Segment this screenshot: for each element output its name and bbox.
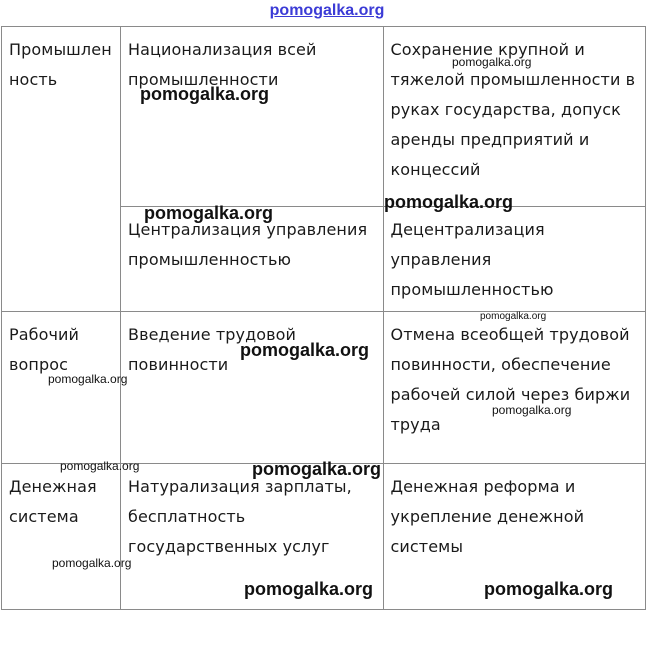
watermark: pomogalka.org [244,579,374,599]
table-cell: Национализация всей промышленности [121,27,384,207]
watermark: pomogalka.org [240,340,370,360]
watermark: pomogalka.org [480,311,547,322]
watermark: pomogalka.org [144,203,274,223]
watermark: pomogalka.org [140,84,270,104]
table-cell: Введение трудовой повинности [121,312,384,464]
watermark: pomogalka.org [48,372,128,386]
category-cell: Денежная система [2,464,121,610]
table-cell: Отмена всеобщей трудовой повинности, обеспечение рабочей силой через биржи труда [383,312,646,464]
watermark: pomogalka.org [252,459,382,479]
table-cell: Денежная реформа и укрепление денежной системы [383,464,646,610]
watermark: pomogalka.org [452,55,532,69]
category-cell: Рабочий вопрос [2,312,121,464]
table-row [2,27,646,207]
table-row [2,312,646,464]
comparison-table [1,26,646,610]
table-cell: Децентрализация управления промышленностью [383,207,646,312]
watermark: pomogalka.org [492,403,572,417]
table-cell: Натурализация зарплаты, бесплатность государственных услуг [121,464,384,610]
table-cell: Централизация управления промышленностью [121,207,384,312]
watermark: pomogalka.org [52,556,132,570]
site-watermark-header[interactable]: pomogalka.org [269,2,385,19]
category-cell: Промышлен ность [2,27,121,312]
watermark: pomogalka.org [60,459,140,473]
watermark: pomogalka.org [484,579,614,599]
watermark: pomogalka.org [384,192,514,212]
table-cell: Сохранение крупной и тяжелой промышленности в руках государства, допуск аренды предприятий и концессий [383,27,646,207]
